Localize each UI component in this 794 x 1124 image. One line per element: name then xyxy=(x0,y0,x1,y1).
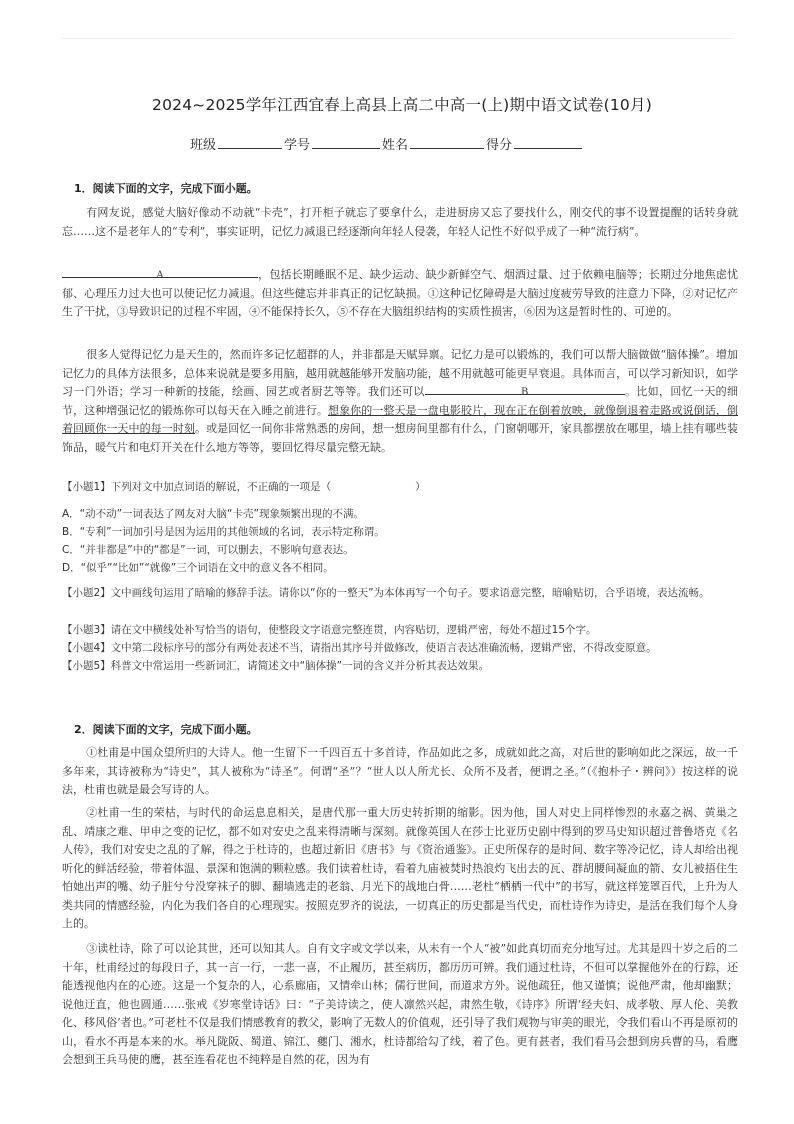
blank-a-label: A xyxy=(156,270,164,281)
q1-paragraph-3 xyxy=(62,346,738,457)
q1-paragraph-3-part-3: 。或是回忆一间你非常熟悉的房间，想一想房间里都有什么，门窗朝哪开，家具都摆放在哪里，墙上挂有哪些装饰品，暖气片和电灯开关在什么地方等等，要回忆得尽量完整无缺。 xyxy=(62,422,738,454)
score-label: 得分 xyxy=(486,138,513,153)
option-c[interactable]: C．“并非都是”中的“都是”一词，可以删去，不影响句意表达。 xyxy=(62,544,354,556)
sub-question-4: 【小题4】文中第二段标序号的部分有两处表述不当，请指出其序号并做修改，使语言表达准确流畅，逻辑严密，不得改变原意。 xyxy=(62,642,657,654)
q1-paragraph-3-part-1: 很多人觉得记忆力是天生的，然而许多记忆超群的人，并非都是天赋异禀。记忆力是可以锻炼的，我们可以帮大脑做做“脑体操”。增加记忆力的具体方法很多，总体来说就是要多用脑，越用就越能够开发脑功能，越不用就越可能更早衰退。具体而言，可以学习新知识，如学习一门外语；学习一种新的技能，绘画、园艺或者厨艺等等。我们还可以 xyxy=(62,348,738,398)
option-d[interactable]: D．“似乎”“比如”“就像”三个词语在文中的意义各不相同。 xyxy=(62,562,334,574)
q2-paragraph-2: ②杜甫一生的荣枯，与时代的命运息息相关，是唐代那一重大历史转折期的缩影。因为他，国人对史上同样惨烈的永嘉之祸、黄巢之乱、靖康之难、甲申之变的记忆，都不如对安史之乱来得清晰与深刻。就像英国人在莎士比亚历史剧中得到的罗马史知识超过普鲁塔克《名人传》，我们对安史之乱的了解，得之于杜诗的，也超过新旧《唐书》与《资治通鉴》。正史所保存的是时间、数字等冷记忆，诗人却给出视听化的鲜活经验，带着体温、景深和饱满的颗粒感。我们读着杜诗，看着九庙被焚时热浪灼飞出去的瓦、群胡腰间凝血的箭、女儿被捂住生怕她出声的嘴、幼子脏兮兮没穿袜子的脚、翻墙逃走的老翁、月光下的战地白骨……老杜“栖栖一代中”的书写，就这样笼罩百代，上升为人类共同的情感经验，内化为我们各自的心理现实。按照克罗齐的说法，一切真正的历史都是当代史，而杜诗作为诗史，是活在我们每个人身上的。 xyxy=(62,806,738,930)
sub-question-2: 【小题2】文中画线句运用了暗喻的修辞手法。请你以“你的一整天”为本体再写一个句子。要求语意完整，暗喻贴切，合乎语境，表达流畅。 xyxy=(62,587,710,599)
q2-paragraph-1: ①杜甫是中国众望所归的大诗人。他一生留下一千四百五十多首诗，作品如此之多，成就如此之高，对后世的影响如此之深远，故一千多年来，其诗被称为“诗史”，其人被称为“诗圣”。何谓“圣”？“世人以人所尤长、众所不及者，便谓之圣。”（《抱朴子・辨问》）按这样的说法，杜甫也就是最会写诗的人。 xyxy=(62,746,738,796)
class-field[interactable] xyxy=(218,136,282,149)
class-label: 班级 xyxy=(190,138,217,153)
option-a[interactable]: A．“动不动”一词表达了网友对大脑“卡壳”现象频繁出现的不满。 xyxy=(62,508,364,520)
blank-b-label: B xyxy=(520,387,529,398)
question-1-heading: 1．阅读下面的文字，完成下面小题。 xyxy=(74,182,258,195)
student-info-row xyxy=(190,134,584,153)
q1-paragraph-3-part-2: 。比如，回忆一天的细节，这种增强记忆的锻炼你可以每天在入睡之前进行。 xyxy=(62,385,739,417)
question-2-heading: 2．阅读下面的文字，完成下面小题。 xyxy=(74,723,258,736)
q1-paragraph-2 xyxy=(62,266,738,322)
q1-paragraph-2-text: ，包括长期睡眠不足、缺少运动、缺少新鲜空气、烟酒过量、过于依赖电脑等；长期过分地焦虑忧郁、心理压力过大也可以使记忆力减退。但这些健忘并非真正的记忆缺损。①这种记忆障碍是大脑过度疲劳导致的注意力下降，②对记忆产生了干扰，③导致识记的过程不牢固，④不能保持长久，⑤不存在大脑组织结构的实质性损害，⑥因为这是暂时性的、可逆的。 xyxy=(62,268,738,318)
sub-question-1: 【小题1】下列对文中加点词语的解说，不正确的一项是（ ） xyxy=(62,481,426,493)
q2-paragraph-3: ③读杜诗，除了可以论其世，还可以知其人。自有文字或文学以来，从未有一个人“被”如此真切而充分地写过。尤其是四十岁之后的二十年，杜甫经过的每段日子，其一言一行，一悲一喜，不止履历，甚至病历，都历历可辨。我们通过杜诗，不但可以掌握他外在的行踪，还能透视他内在的心迹。这是一个复杂的人，心系廊庙，又情牵山林；儒行世间，而道求方外。说他疏狂，他又谨慎；说他严肃，他却幽默；说他迂直，他也圆通……张戒《岁寒堂诗话》曰：“子美诗读之，使人凛然兴起，肃然生敬，《诗序》所谓‘经夫妇、成孝敬、厚人伦、美教化、移风俗’者也。”可老杜不仅是我们情感教育的教父，影响了无数人的价值观，还引导了我们观物与审美的眼光，令我们看山不再是原初的山，看水不再是本来的水。举凡陇阪、蜀道、锦江、夔门、湘水，杜诗都给勾了线，着了色。更有甚者，我们看马会想到房兵曹的马，看鹰会想到王兵马使的鹰，甚至连看花也不纯粹是自然的花，因为有 xyxy=(62,942,738,1066)
blank-b[interactable] xyxy=(425,383,625,398)
page-title: 2024~2025学年江西宜春上高县上高二中高一(上)期中语文试卷(10月) xyxy=(152,96,652,114)
option-b[interactable]: B．“专利”一词加引号是因为运用的其他领域的名词，表示特定称谓。 xyxy=(62,526,385,538)
name-label: 姓名 xyxy=(382,138,409,153)
sub-question-3: 【小题3】请在文中横线处补写恰当的语句，使整段文字语意完整连贯，内容贴切，逻辑严密，每处不超过15个字。 xyxy=(62,624,597,636)
q1-paragraph-1: 有网友说，感觉大脑好像动不动就“卡壳”，打开柜子就忘了要拿什么，走进厨房又忘了要找什么，刚交代的事不设置提醒的话转身就忘……这不是老年人的“专利”，事实证明，记忆力减退已经逐渐向年轻人侵袭，年轻人记性不好似乎成了一种“流行病”。 xyxy=(62,206,738,238)
blank-a[interactable] xyxy=(62,266,258,281)
id-label: 学号 xyxy=(284,138,311,153)
sub-question-5: 【小题5】科普文中常运用一些新词汇，请简述文中“脑体操”一词的含义并分析其表达效果。 xyxy=(62,660,490,672)
id-field[interactable] xyxy=(312,136,380,149)
score-field[interactable] xyxy=(514,136,582,149)
name-field[interactable] xyxy=(410,136,484,149)
top-divider xyxy=(62,38,732,39)
underlined-sentence: 想象你的一整天是一盘电影胶片，现在正在倒着放映，就像倒退着走路或说倒话，倒着回顾你一天中的每一时刻 xyxy=(62,403,738,435)
